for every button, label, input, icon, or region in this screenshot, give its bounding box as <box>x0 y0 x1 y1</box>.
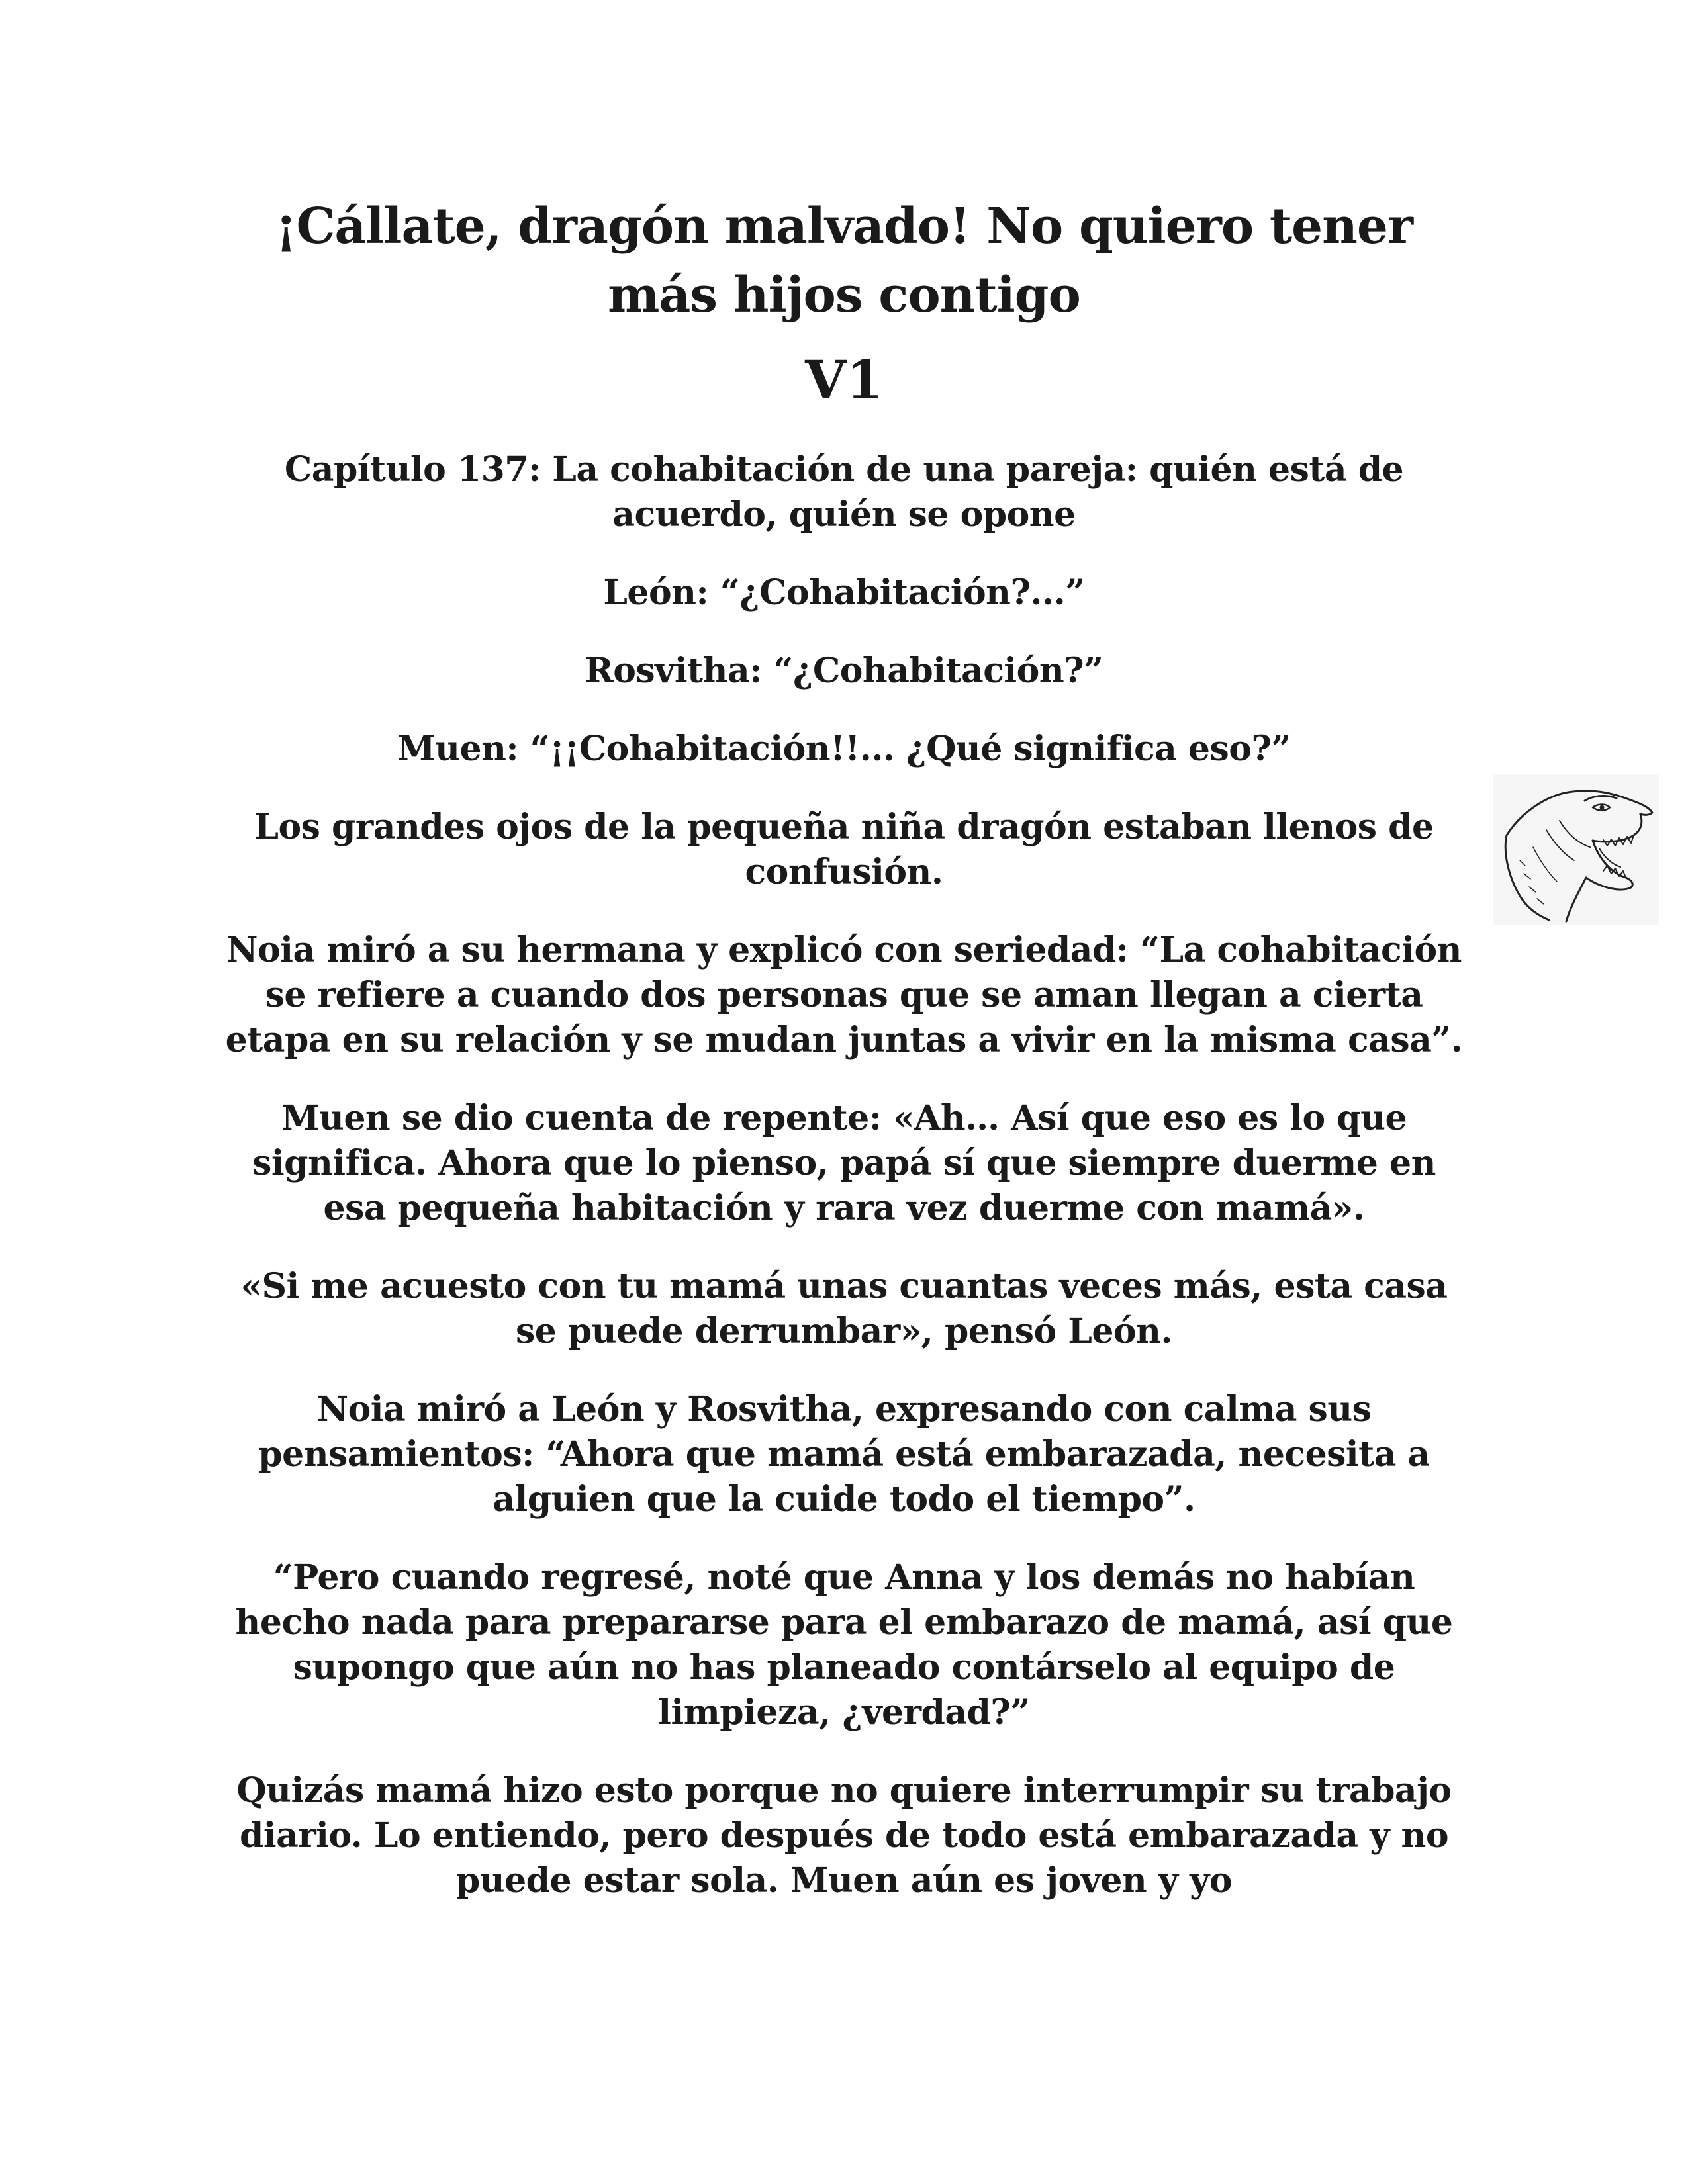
paragraph: «Si me acuesto con tu mamá unas cuantas veces más, esta casa se puede derrumbar», pensó León. <box>240 1266 1448 1351</box>
paragraph: Rosvitha: “¿Cohabitación?” <box>585 651 1103 691</box>
paragraph: Muen: “¡¡Cohabitación!!... ¿Qué significa eso?” <box>397 729 1291 769</box>
paragraph: Muen se dio cuenta de repente: «Ah… Así que eso es lo que significa. Ahora que lo pienso, papá sí que siempre duerme en esa pequeña habitación y rara vez duerme con mamá». <box>252 1098 1436 1228</box>
document-title: ¡Cállate, dragón malvado! No quiero tener más hijos contigo <box>275 198 1413 324</box>
paragraph: Noia miró a León y Rosvitha, expresando con calma sus pensamientos: “Ahora que mamá está embarazada, necesita a alguien que la cuide todo el tiempo”. <box>258 1389 1430 1520</box>
paragraph: Noia miró a su hermana y explicó con seriedad: “La cohabitación se refiere a cuando dos personas que se aman llegan a cierta etapa en su relación y se mudan juntas a vivir en la misma casa”. <box>225 930 1463 1060</box>
page-content <box>225 192 1463 1903</box>
dinosaur-head-sketch-icon <box>1493 774 1659 925</box>
paragraph: Los grandes ojos de la pequeña niña dragón estaban llenos de confusión. <box>254 807 1434 892</box>
paragraph: León: “¿Cohabitación?...” <box>603 572 1085 613</box>
volume-label: V1 <box>805 349 883 411</box>
paragraph: Quizás mamá hizo esto porque no quiere interrumpir su trabajo diario. Lo entiendo, pero después de todo está embarazada y no puede estar sola. Muen aún es joven y yo <box>236 1770 1452 1901</box>
paragraph: “Pero cuando regresé, noté que Anna y los demás no habían hecho nada para prepararse para el embarazo de mamá, así que supongo que aún no has planeado contárselo al equipo de limpieza, ¿verdad?” <box>235 1557 1453 1733</box>
chapter-heading: Capítulo 137: La cohabitación de una pareja: quién está de acuerdo, quién se opone <box>284 449 1404 535</box>
